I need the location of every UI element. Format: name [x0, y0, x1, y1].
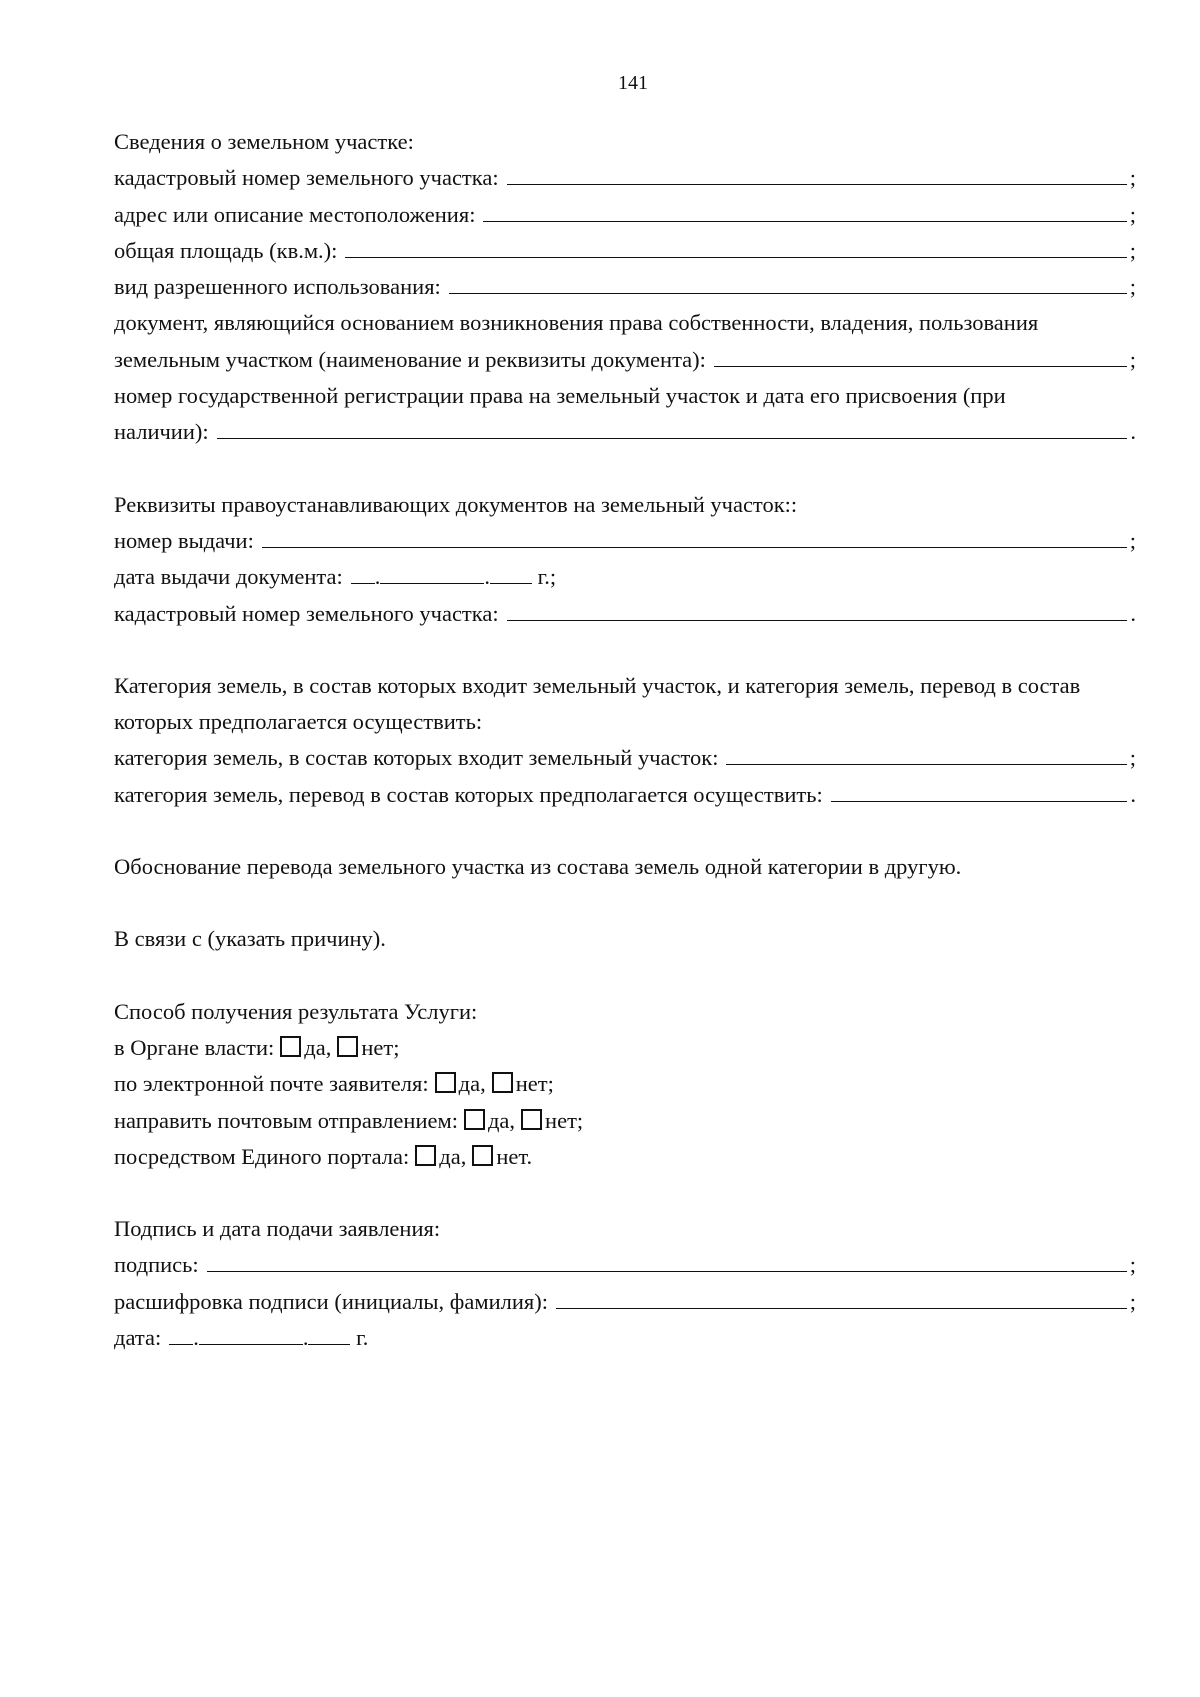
delivery-option-portal: посредством Единого портала: да, нет.	[114, 1143, 533, 1169]
delivery-option-authority: в Органе власти: да, нет;	[114, 1034, 400, 1060]
mail-no-checkbox[interactable]	[521, 1109, 542, 1130]
land-area-field[interactable]	[345, 237, 1126, 258]
delivery-option-email: по электронной почте заявителя: да, нет;	[114, 1071, 554, 1097]
land-heading: Сведения о земельном участке:	[114, 129, 414, 154]
land-usage-field[interactable]	[449, 273, 1127, 294]
docs-issue-number-field[interactable]	[262, 527, 1127, 548]
land-address-field[interactable]	[483, 200, 1126, 221]
justification-text: Обоснование перевода земельного участка из состава земель одной категории в другую.	[114, 854, 962, 880]
email-yes-checkbox[interactable]	[435, 1072, 456, 1093]
land-area-row: общая площадь (кв.м.): ;	[114, 237, 1136, 263]
land-basis-row: земельным участком (наименование и реквизиты документа): ;	[114, 346, 1136, 372]
delivery-option-mail: направить почтовым отправлением: да, нет;	[114, 1107, 584, 1133]
signature-decode-field[interactable]	[556, 1287, 1127, 1308]
docs-cadastral-row: кадастровый номер земельного участка: .	[114, 600, 1136, 626]
mail-yes-checkbox[interactable]	[464, 1109, 485, 1130]
docs-issue-date-row: дата выдачи документа: . . г.;	[114, 564, 557, 590]
land-address-row: адрес или описание местоположения: ;	[114, 201, 1136, 227]
category-target-field[interactable]	[831, 781, 1128, 802]
signature-row: подпись: ;	[114, 1252, 1136, 1278]
delivery-heading: Способ получения результата Услуги:	[114, 998, 478, 1024]
signature-heading: Подпись и дата подачи заявления:	[114, 1216, 441, 1242]
portal-no-checkbox[interactable]	[472, 1145, 493, 1166]
land-basis-field[interactable]	[714, 346, 1127, 367]
reason-text: В связи с (указать причину).	[114, 926, 386, 952]
docs-issue-number-row: номер выдачи: ;	[114, 527, 1136, 553]
land-registration-field[interactable]	[217, 418, 1128, 439]
portal-yes-checkbox[interactable]	[415, 1145, 436, 1166]
sign-day-field[interactable]	[169, 1324, 193, 1345]
land-basis-text: документ, являющийся основанием возникновения права собственности, владения, пользования	[114, 310, 1039, 336]
category-current-row: категория земель, в состав которых входит земельный участок: ;	[114, 745, 1136, 771]
docs-cadastral-field[interactable]	[507, 599, 1128, 620]
page-number: 141	[618, 72, 648, 94]
category-heading: Категория земель, в состав которых входит земельный участок, и категория земель, перевод в состав которых предполагается осуществить:	[114, 672, 1081, 735]
land-cadastral-field[interactable]	[507, 164, 1127, 185]
land-usage-row: вид разрешенного использования: ;	[114, 274, 1136, 300]
signature-field[interactable]	[207, 1251, 1127, 1272]
sign-year-field[interactable]	[308, 1324, 350, 1345]
form-content	[114, 124, 1136, 1356]
sign-month-field[interactable]	[199, 1324, 303, 1345]
signature-date-row: дата: . . г.	[114, 1325, 369, 1351]
land-cadastral-row: кадастровый номер земельного участка: ;	[114, 165, 1136, 191]
signature-decode-row: расшифровка подписи (инициалы, фамилия): ;	[114, 1288, 1136, 1314]
land-registration-row: наличии): .	[114, 419, 1136, 445]
land-registration-text: номер государственной регистрации права на земельный участок и дата его присвоения (при	[114, 383, 1006, 409]
category-current-field[interactable]	[726, 744, 1126, 765]
issue-day-field[interactable]	[351, 563, 375, 584]
category-target-row: категория земель, перевод в состав которых предполагается осуществить: .	[114, 781, 1136, 807]
authority-no-checkbox[interactable]	[337, 1036, 358, 1057]
authority-yes-checkbox[interactable]	[280, 1036, 301, 1057]
issue-month-field[interactable]	[380, 563, 484, 584]
email-no-checkbox[interactable]	[492, 1072, 513, 1093]
issue-year-field[interactable]	[490, 563, 532, 584]
docs-heading: Реквизиты правоустанавливающих документов на земельный участок::	[114, 491, 798, 517]
